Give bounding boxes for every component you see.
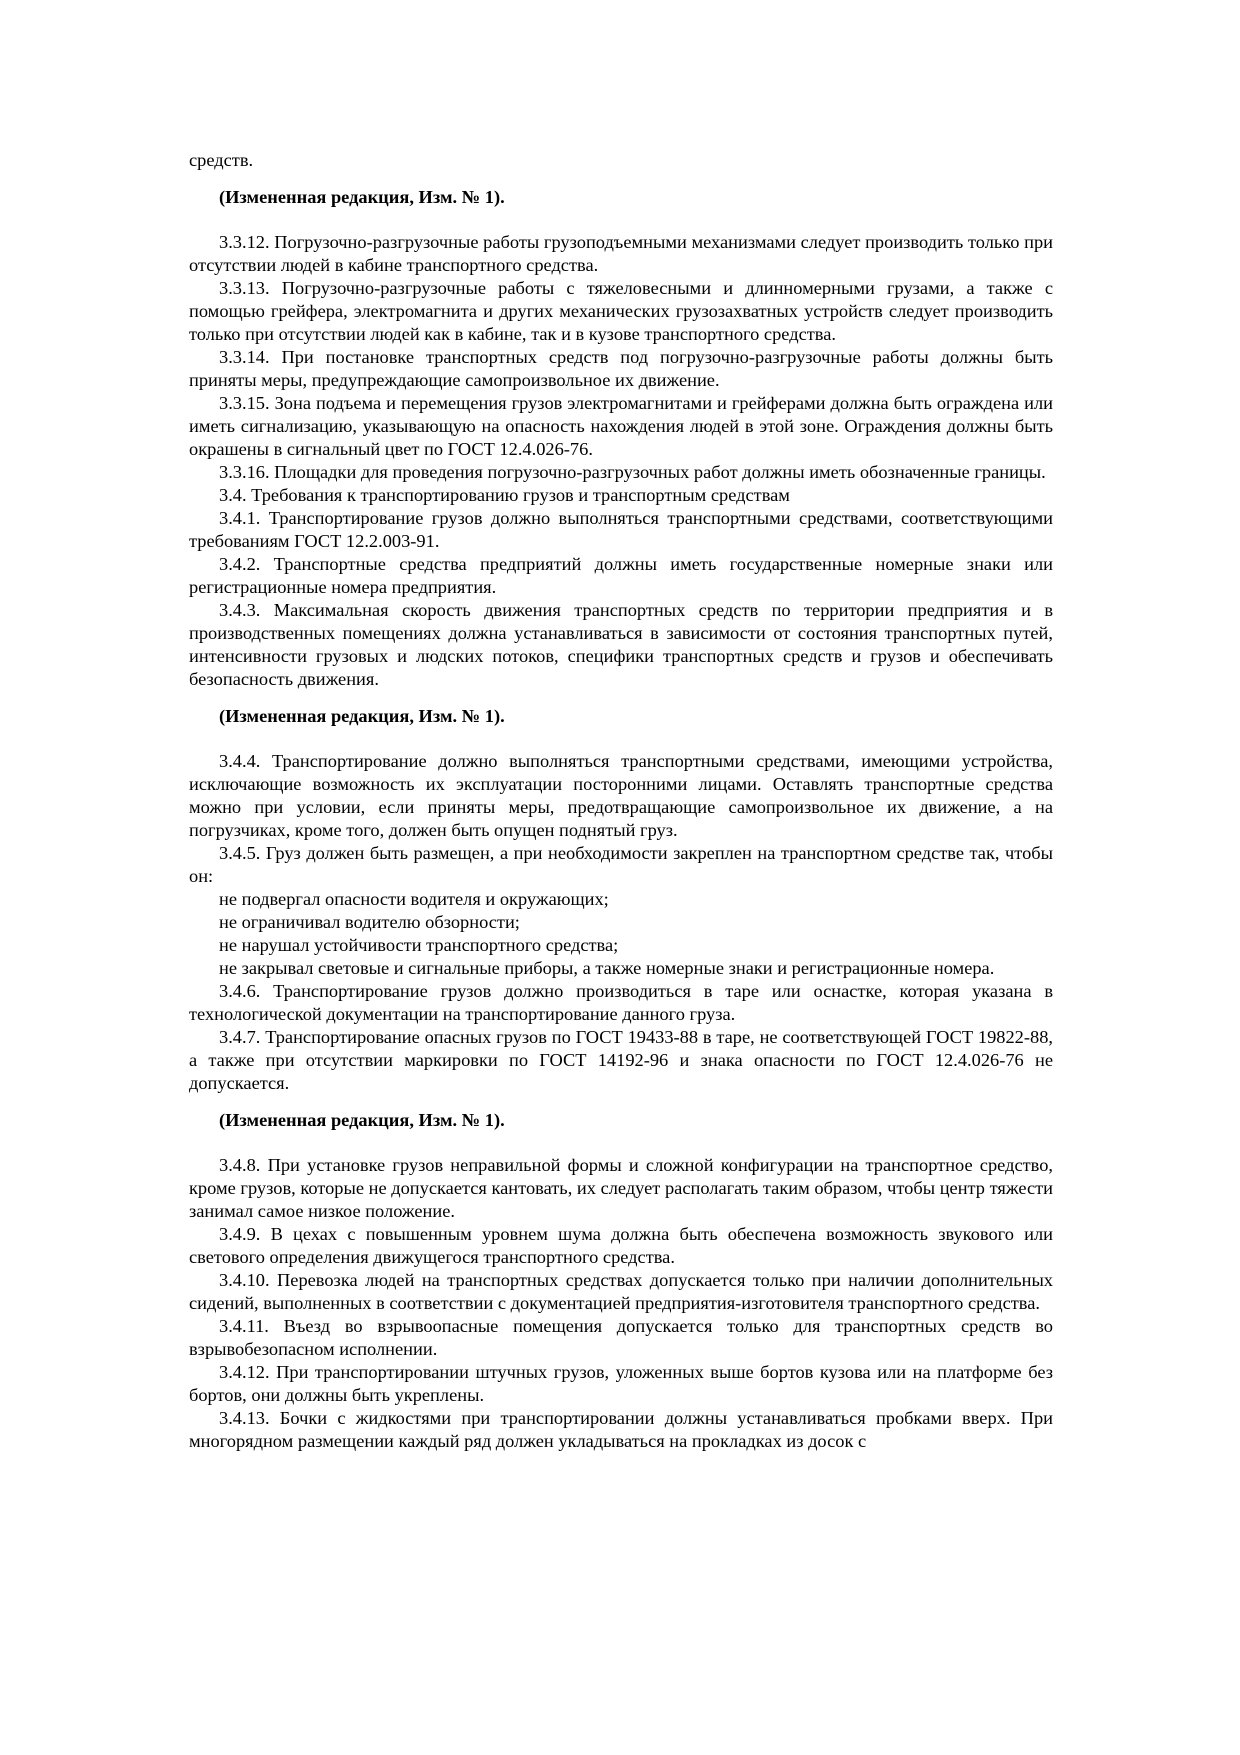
paragraph-3-3-12: 3.3.12. Погрузочно-разгрузочные работы грузоподъемными механизмами следует производить только при отсутствии людей в кабине транспортного средства. [189,232,1053,275]
paragraph-3-4-5: 3.4.5. Груз должен быть размещен, а при необходимости закреплен на транспортном средстве так, чтобы он: [189,843,1053,886]
paragraph-3-3-13: 3.3.13. Погрузочно-разгрузочные работы с тяжеловесными и длинномерными грузами, а также с помощью грейфера, электромагнита и других механических грузозахватных устройств следует производить только при отсутствии людей как в кабине, так и в кузове транспортного средства. [189,278,1053,344]
paragraph-3-4-7: 3.4.7. Транспортирование опасных грузов по ГОСТ 19433-88 в таре, не соответствующей ГОСТ 19822-88, а также при отсутствии маркировки по ГОСТ 14192-96 и знака опасности по ГОСТ 12.4.026-76 не допускается. [189,1027,1053,1093]
paragraph-3-4-8: 3.4.8. При установке грузов неправильной формы и сложной конфигурации на транспортное средство, кроме грузов, которые не допускается кантовать, их следует располагать таким образом, чтобы центр тяжести занимал самое низкое положение. [189,1155,1053,1221]
paragraph-3-4-4: 3.4.4. Транспортирование должно выполняться транспортными средствами, имеющими устройства, исключающие возможность их эксплуатации посторонними лицами. Оставлять транспортные средства можно при условии, если приняты меры, предотвращающие самопроизвольное их движение, а на погрузчиках, кроме того, должен быть опущен поднятый груз. [189,751,1053,840]
paragraph-3-4-13: 3.4.13. Бочки с жидкостями при транспортировании должны устанавливаться пробками вверх. При многорядном размещении каждый ряд должен укладываться на прокладках из досок с [189,1408,1053,1451]
paragraph-3-4-6: 3.4.6. Транспортирование грузов должно производиться в таре или оснастке, которая указана в технологической документации на транспортирование данного груза. [189,981,1053,1024]
paragraph-3-4-2: 3.4.2. Транспортные средства предприятий должны иметь государственные номерные знаки или регистрационные номера предприятия. [189,554,1053,597]
amendment-note: (Измененная редакция, Изм. № 1). [219,187,505,207]
paragraph-3-4-3: 3.4.3. Максимальная скорость движения транспортных средств по территории предприятия и в производственных помещениях должна устанавливаться в зависимости от состояния транспортных путей, интенсивности грузовых и людских потоков, специфики транспортных средств и грузов и обеспечивать безопасность движения. [189,600,1053,689]
paragraph-continuation: средств. [189,150,254,170]
list-item: не ограничивал водителю обзорности; [219,912,520,932]
paragraph-3-3-14: 3.3.14. При постановке транспортных средств под погрузочно-разгрузочные работы должны быть приняты меры, предупреждающие самопроизвольное их движение. [189,347,1053,390]
paragraph-3-4-12: 3.4.12. При транспортировании штучных грузов, уложенных выше бортов кузова или на платформе без бортов, они должны быть укреплены. [189,1362,1053,1405]
paragraph-3-4-9: 3.4.9. В цехах с повышенным уровнем шума должна быть обеспечена возможность звукового или светового определения движущегося транспортного средства. [189,1224,1053,1267]
amendment-note: (Измененная редакция, Изм. № 1). [219,706,505,726]
document-body [189,149,1053,1453]
list-item: не подвергал опасности водителя и окружающих; [219,889,609,909]
amendment-note: (Измененная редакция, Изм. № 1). [219,1110,505,1130]
list-item: не нарушал устойчивости транспортного средства; [219,935,619,955]
section-heading-3-4: 3.4. Требования к транспортированию грузов и транспортным средствам [219,485,790,505]
paragraph-3-3-16: 3.3.16. Площадки для проведения погрузочно-разгрузочных работ должны иметь обозначенные границы. [219,462,1046,482]
list-item: не закрывал световые и сигнальные приборы, а также номерные знаки и регистрационные номера. [219,958,995,978]
paragraph-3-4-10: 3.4.10. Перевозка людей на транспортных средствах допускается только при наличии дополнительных сидений, выполненных в соответствии с документацией предприятия-изготовителя транспортного средства. [189,1270,1053,1313]
paragraph-3-4-11: 3.4.11. Въезд во взрывоопасные помещения допускается только для транспортных средств во взрывобезопасном исполнении. [189,1316,1053,1359]
paragraph-3-3-15: 3.3.15. Зона подъема и перемещения грузов электромагнитами и грейферами должна быть ограждена или иметь сигнализацию, указывающую на опасность нахождения людей в этой зоне. Ограждения должны быть окрашены в сигнальный цвет по ГОСТ 12.4.026-76. [189,393,1053,459]
paragraph-3-4-1: 3.4.1. Транспортирование грузов должно выполняться транспортными средствами, соответствующими требованиям ГОСТ 12.2.003-91. [189,508,1053,551]
